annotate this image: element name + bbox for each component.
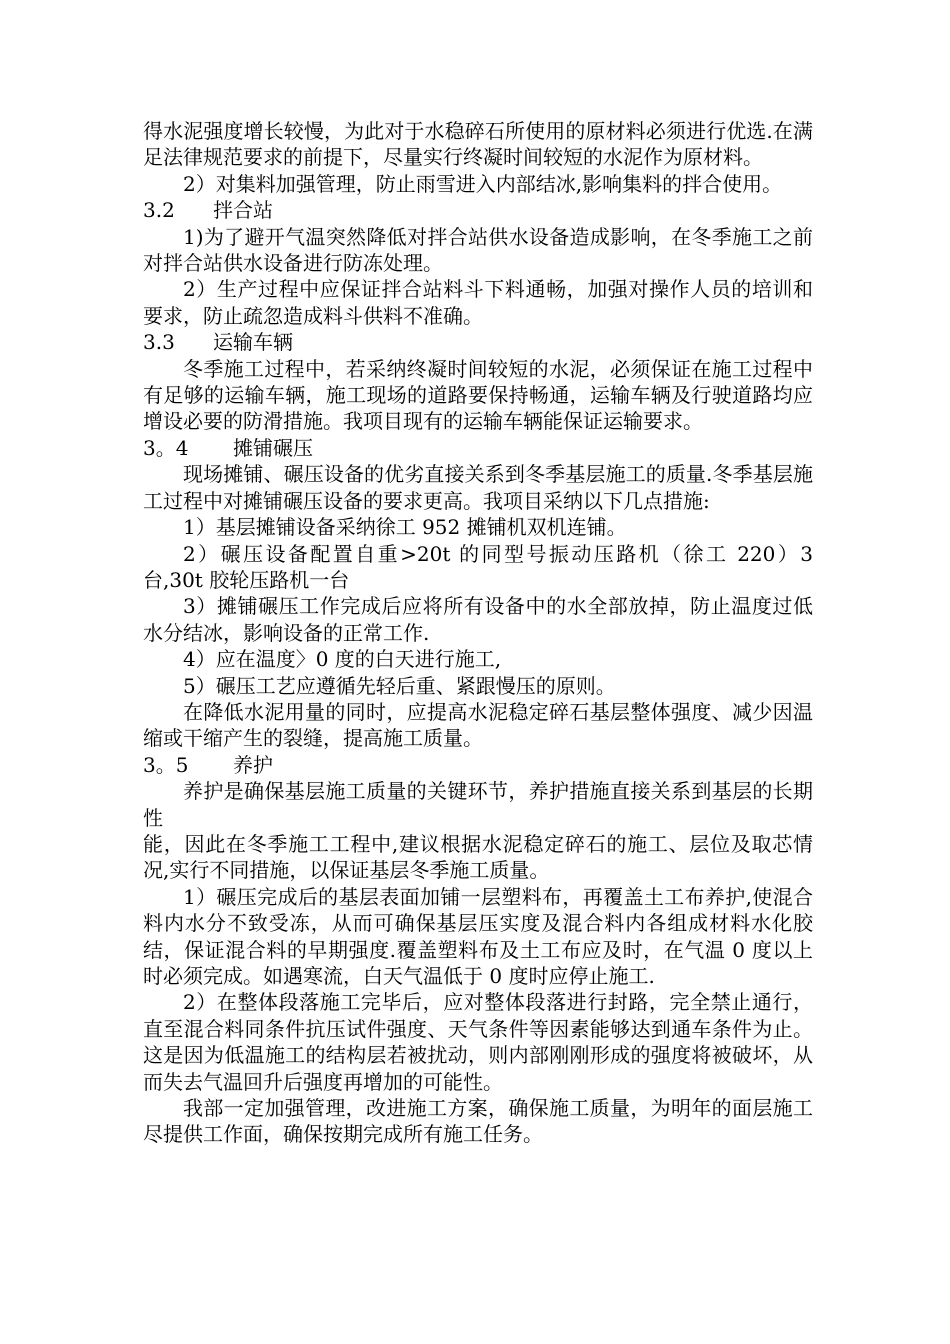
section-heading: [143, 752, 813, 778]
body-paragraph: 能，因此在冬季施工工程中,建议根据水泥稳定碎石的施工、层位及取芯情况,实行不同措施，以保证基层冬季施工质量。: [143, 831, 813, 883]
body-paragraph: 2）在整体段落施工完毕后，应对整体段落进行封路，完全禁止通行，直至混合料同条件抗压试件强度、天气条件等因素能够达到通车条件为止。这是因为低温施工的结构层若被扰动，则内部刚刚形成的强度将被破坏，从而失去气温回升后强度再增加的可能性。: [143, 990, 813, 1094]
body-paragraph: 1）碾压完成后的基层表面加铺一层塑料布，再覆盖土工布养护,使混合料内水分不致受冻，从而可确保基层压实度及混合料内各组成材料水化胶结，保证混合料的早期强度.覆盖塑料布及土工布应及时，在气温 0 度以上时必须完成。如遇寒流，白天气温低于 0 度时应停止施工.: [143, 884, 813, 988]
section-number: 3。5: [143, 752, 189, 777]
section-number: 3.2: [143, 198, 175, 223]
body-paragraph: 得水泥强度增长较慢，为此对于水稳碎石所使用的原材料必须进行优选.在满足法律规范要求的前提下，尽量实行终凝时间较短的水泥作为原材料。: [143, 119, 813, 170]
body-paragraph: 5）碾压工艺应遵循先轻后重、紧跟慢压的原则。: [183, 673, 616, 698]
body-paragraph: 4）应在温度〉0 度的白天进行施工,: [183, 647, 502, 672]
body-paragraph: 养护是确保基层施工质量的关键环节，养护措施直接关系到基层的长期性: [143, 779, 813, 830]
section-heading: [143, 435, 813, 461]
body-paragraph: 1)为了避开气温突然降低对拌合站供水设备造成影响，在冬季施工之前对拌合站供水设备进行防冻处理。: [143, 224, 813, 276]
body-paragraph: 现场摊铺、碾压设备的优劣直接关系到冬季基层施工的质量.冬季基层施工过程中对摊铺碾压设备的要求更高。我项目采纳以下几点措施:: [143, 462, 813, 513]
document-body: [143, 118, 813, 1148]
section-heading: [143, 329, 813, 355]
section-title: 运输车辆: [213, 330, 293, 355]
section-title: 拌合站: [213, 198, 273, 223]
section-number: 3。4: [143, 435, 189, 460]
body-paragraph: 2）对集料加强管理，防止雨雪进入内部结冰,影响集料的拌合使用。: [183, 171, 783, 196]
body-paragraph: 2）碾压设备配置自重>20t 的同型号振动压路机（徐工 220）3 台,30t 胶轮压路机一台: [143, 541, 813, 592]
section-heading: [143, 197, 813, 223]
section-number: 3.3: [143, 330, 175, 355]
section-title: 养护: [233, 752, 273, 777]
section-title: 摊铺碾压: [233, 435, 313, 460]
body-paragraph: 2）生产过程中应保证拌合站料斗下料通畅，加强对操作人员的培训和要求，防止疏忽造成料斗供料不准确。: [143, 277, 813, 328]
body-paragraph: 冬季施工过程中，若采纳终凝时间较短的水泥，必须保证在施工过程中有足够的运输车辆，施工现场的道路要保持畅通，运输车辆及行驶道路均应增设必要的防滑措施。我项目现有的运输车辆能保证运输要求。: [143, 356, 813, 434]
body-paragraph: 1）基层摊铺设备采纳徐工 952 摊铺机双机连铺。: [183, 515, 627, 540]
body-paragraph: 3）摊铺碾压工作完成后应将所有设备中的水全部放掉，防止温度过低水分结冰，影响设备的正常工作.: [143, 594, 813, 645]
body-paragraph: 我部一定加强管理，改进施工方案，确保施工质量，为明年的面层施工尽提供工作面，确保按期完成所有施工任务。: [143, 1096, 813, 1147]
body-paragraph: 在降低水泥用量的同时，应提高水泥稳定碎石基层整体强度、减少因温缩或干缩产生的裂缝，提高施工质量。: [143, 699, 813, 751]
